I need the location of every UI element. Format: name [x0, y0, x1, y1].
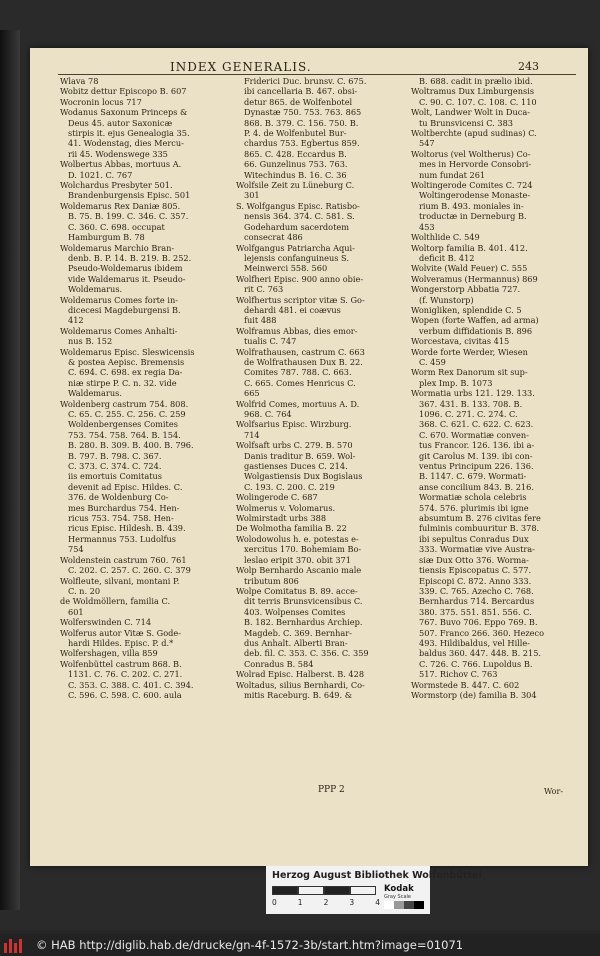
index-entry-line: C. 353. C. 388. C. 401. C. 394. [68, 679, 194, 690]
index-entry-line: C. 360. C. 698. occupat [68, 221, 165, 232]
index-entry-line: Danis traditur B. 659. Wol- [244, 450, 356, 461]
header-rule [58, 74, 576, 75]
index-entry-line: tus Francor. 126. 136. ibi a- [419, 440, 535, 451]
index-column-1 [60, 76, 224, 700]
viewer-footer [0, 934, 600, 956]
index-entry-line: C. 726. C. 766. Lupoldus B. [419, 658, 533, 669]
page-header: INDEX GENERALIS. [170, 60, 312, 74]
index-entry-line: 403. Wolpenses Comites [244, 606, 346, 617]
index-entry-line: devenit ad Episc. Hildes. C. [68, 481, 183, 492]
index-entry-line: Wolfheri Episc. 900 anno obie- [236, 273, 364, 284]
index-entry-line: rium B. 493. moniales in- [419, 200, 524, 211]
index-entry-line: 1131. C. 76. C. 202. C. 271. [68, 669, 183, 680]
index-entry-line: fuit 488 [244, 315, 277, 326]
index-entry-line: Hermannus 753. Ludolfus [68, 533, 177, 544]
index-entry-line: 753. 754. 758. 764. B. 154. [68, 429, 181, 440]
index-entry-line: plex Imp. B. 1073 [419, 377, 493, 388]
index-entry-line: Worde forte Werder, Wiesen [411, 346, 528, 357]
index-entry-line: C. 596. C. 598. C. 600. aula [68, 689, 182, 700]
index-entry-line: 767. Buvo 706. Eppo 769. B. [419, 617, 538, 628]
index-entry-line: Woldenberg castrum 754. 808. [60, 398, 189, 409]
index-entry-line: tributum 806 [244, 575, 299, 586]
index-entry-line: Woltorp familia B. 401. 412. [411, 242, 528, 253]
index-entry-line: Wolodowolus h. e. potestas e- [236, 533, 359, 544]
index-entry-line: Woldenstein castrum 760. 761 [60, 554, 187, 565]
index-entry-line: Woltorus (vel Woltherus) Co- [411, 148, 531, 159]
index-entry-line: B. 688. cadit in prælio ibid. [419, 76, 533, 86]
index-entry-line: C. n. 20 [68, 585, 101, 596]
index-entry-line: Episcopi C. 872. Anno 333. [419, 575, 532, 586]
scale-bar [272, 886, 376, 895]
index-entry-line: D. 1021. C. 767 [68, 169, 133, 180]
color-target-card [266, 866, 482, 914]
index-entry-line: dehardi 481. ei coævus [244, 304, 341, 315]
index-entry-line: Wormatia urbs 121. 129. 133. [411, 388, 535, 399]
index-entry-line: Dynastæ 750. 753. 763. 865 [244, 107, 362, 118]
index-entry-line: tiensis Episcopatus C. 577. [419, 565, 532, 576]
index-entry-line: Woltadus, silius Bernhardi, Co- [236, 679, 365, 690]
index-entry-line: Wolfsaft urbs C. 279. B. 570 [236, 440, 353, 451]
index-entry-line: leslao eripit 370. obit 371 [244, 554, 351, 565]
scale-number: 1 [297, 898, 303, 907]
index-entry-line: 453 [419, 221, 435, 232]
index-entry-line: nensis 364. 374. C. 581. S. [244, 211, 355, 222]
index-entry-line: Wodanus Saxonum Princeps & [60, 107, 188, 118]
index-entry-line: B. 182. Bernhardus Archiep. [244, 617, 363, 628]
index-entry-line: deb. fil. C. 353. C. 356. C. 359 [244, 648, 369, 659]
index-entry-line: Wolgastiensis Dux Bogislaus [244, 471, 363, 482]
index-entry-line: ricus Episc. Hildesh. B. 439. [68, 523, 186, 534]
index-entry-line: stirpis it. ejus Genealogia 35. [68, 128, 190, 139]
index-entry-line: C. 694. C. 698. ex regia Da- [68, 367, 183, 378]
index-entry-line: Woldemarus Comes Anhalti- [60, 325, 178, 336]
index-entry-line: lejensis confanguineus S. [244, 252, 349, 263]
index-entry-line: ibi sepultus Conradus Dux [419, 533, 529, 544]
index-entry-line: Woldemarus Rex Daniæ 805. [60, 200, 181, 211]
index-entry-line: Godehardum sacerdotem [244, 221, 350, 232]
index-entry-line: Wolrad Episc. Halberst. B. 428 [236, 669, 365, 680]
index-entry-line: C. 459 [419, 356, 446, 367]
index-entry-line: Wolbertus Abbas, mortuus A. [60, 159, 182, 170]
page-number: 243 [518, 60, 539, 73]
index-entry-line: Wolmirstadt urbs 388 [236, 513, 327, 524]
kodak-gray-scale [384, 884, 426, 910]
index-entry-line: 547 [419, 138, 435, 149]
index-entry-line: Woltramus Dux Limburgensis [411, 86, 535, 97]
index-entry-line: Wormstorp (de) familia B. 304 [411, 689, 537, 700]
index-entry-line: B. 280. B. 309. B. 400. B. 796. [68, 440, 194, 451]
index-entry-line: mitis Raceburg. B. 649. & [244, 689, 352, 700]
index-entry-line: 380. 375. 551. 851. 556. C. [419, 606, 532, 617]
book-spine-edge [0, 30, 20, 910]
index-entry-line: xercitus 170. Bohemiam Bo- [244, 544, 362, 555]
catchword: Wor- [544, 787, 564, 796]
index-entry-line: Deus 45. autor Saxonicæ [68, 117, 173, 128]
index-entry-line: Woltingerode Comites C. 724 [411, 180, 533, 191]
index-entry-line: Wolvite (Wald Feuer) C. 555 [411, 263, 528, 274]
index-entry-line: 754 [68, 544, 84, 555]
index-entry-line: 41. Wodenstag, dies Mercu- [68, 138, 184, 149]
kodak-brand: Kodak [384, 884, 414, 894]
index-entry-line: Wobitz dettur Episcopo B. 607 [60, 86, 187, 97]
index-entry-line: Woldemarus Comes forte in- [60, 294, 179, 305]
index-entry-line: P. 4. de Wolfenbutel Bur- [244, 128, 347, 139]
index-entry-line: 493. Hildibaldus, vel Hille- [419, 637, 531, 648]
index-entry-line: chardus 753. Egbertus 859. [244, 138, 360, 149]
index-entry-line: de Woldmöllern, familia C. [60, 596, 171, 607]
index-entry-line: 339. C. 765. Azecho C. 768. [419, 585, 534, 596]
index-entry-line: Wolframus Abbas, dies emor- [236, 325, 358, 336]
index-entry-line: C. 670. Wormatiæ conven- [419, 429, 529, 440]
index-entry-line: Wolfershagen, villa 859 [60, 648, 158, 659]
index-entry-line: 66. Gunzelinus 753. 763. [244, 159, 348, 170]
index-entry-line: dicecesi Magdeburgensi B. [68, 304, 181, 315]
index-entry-line: absumtum B. 276 civitas fere [419, 513, 541, 524]
index-entry-line: troductæ in Derneburg B. [419, 211, 527, 222]
index-entry-line: 367. 431. B. 133. 708. B. [419, 398, 523, 409]
index-entry-line: 517. Richov C. 763 [419, 669, 498, 680]
index-entry-line: iis emortuis Comitatus [68, 471, 162, 482]
index-entry-line: Wolfgangus Patriarcha Aqui- [236, 242, 355, 253]
index-entry-line: Wopen (forte Waffen, ad arma) [411, 315, 539, 326]
index-entry-line: dit terris Brunsvicensibus C. [244, 596, 363, 607]
scale-number: 3 [349, 898, 355, 907]
index-entry-line: Conradus B. 584 [244, 658, 314, 669]
scale-number: 2 [323, 898, 329, 907]
index-entry-line: verbum diffidationis B. 896 [419, 325, 533, 336]
gray-patches [384, 901, 426, 909]
index-entry-line: Wonigliken, splendide C. 5 [411, 304, 522, 315]
index-entry-line: Wolfrid Comes, mortuus A. D. [236, 398, 360, 409]
index-column-2 [236, 76, 400, 700]
index-entry-line: Worcestava, civitas 415 [411, 336, 510, 347]
index-entry-line: Wormstede B. 447. C. 602 [411, 679, 520, 690]
index-entry-line: 574. 576. plurimis ibi igne [419, 502, 529, 513]
index-column-3 [411, 76, 575, 700]
index-entry-line: Wolt, Landwer Wolt in Duca- [411, 107, 530, 118]
index-entry-line: Wolfrathausen, castrum C. 663 [236, 346, 365, 357]
index-entry-line: Waldemarus. [68, 388, 122, 399]
index-entry-line: 601 [68, 606, 84, 617]
index-entry-line: S. Wolfgangus Episc. Ratisbo- [236, 200, 360, 211]
index-entry-line: baldus 360. 447. 448. B. 215. [419, 648, 542, 659]
index-entry-line: Woltberchte (apud sudinas) C. [411, 128, 537, 139]
index-entry-line: Wolferswinden C. 714 [60, 617, 152, 628]
index-entry-line: deficit B. 412 [419, 252, 475, 263]
index-entry-line: Wolfenbüttel castrum 868. B. [60, 658, 182, 669]
index-entry-line: 412 [68, 315, 84, 326]
index-entry-line: dus Anhalt. Alberti Bran- [244, 637, 348, 648]
index-entry-line: ricus 753. 754. 758. Hen- [68, 513, 174, 524]
index-entry-line: De Wolmotha familia B. 22 [236, 523, 347, 534]
index-entry-line: Meinwerci 558. 560 [244, 263, 328, 274]
index-entry-line: 868. B. 379. C. 156. 750. B. [244, 117, 359, 128]
index-entry-line: siæ Dux Otto 376. Worma- [419, 554, 529, 565]
index-entry-line: nus B. 152 [68, 336, 113, 347]
index-entry-line: Wolfhertus scriptor vitæ S. Go- [236, 294, 365, 305]
index-entry-line: 507. Franco 266. 360. Hezeco [419, 627, 545, 638]
index-entry-line: num fundat 261 [419, 169, 486, 180]
index-entry-line: fulminis combuuritur B. 378. [419, 523, 540, 534]
index-entry-line: Brandenburgensis Episc. 501 [68, 190, 191, 201]
index-entry-line: C. 202. C. 257. C. 260. C. 379 [68, 565, 191, 576]
index-entry-line: ventus Principum 226. 136. [419, 461, 534, 472]
index-entry-line: Wolchardus Presbyter 501. [60, 180, 173, 191]
index-entry-line: denb. B. P. 14. B. 219. B. 252. [68, 252, 192, 263]
index-entry-line: 376. de Woldenburg Co- [68, 492, 169, 503]
index-entry-line: 301 [244, 190, 260, 201]
index-entry-line: Witechindus B. 16. C. 36 [244, 169, 347, 180]
index-entry-line: B. 1147. C. 679. Wormati- [419, 471, 527, 482]
index-entry-line: C. 665. Comes Henricus C. [244, 377, 356, 388]
index-entry-line: Wolfsile Zeit zu Lüneburg C. [236, 180, 355, 191]
index-entry-line: hardi Hildes. Episc. P. d.* [68, 637, 174, 648]
index-entry-line: B. 75. B. 199. C. 346. C. 357. [68, 211, 189, 222]
footer-copyright-url[interactable]: © HAB http://diglib.hab.de/drucke/gn-4f-1572-3b/start.htm?image=01071 [36, 938, 464, 952]
index-entry-line: 865. C. 428. Eccardus B. [244, 148, 347, 159]
index-entry-line: (f. Wunstorp) [419, 294, 474, 305]
index-entry-line: Woldemarus Episc. Sleswicensis [60, 346, 195, 357]
signature-mark: PPP 2 [318, 785, 345, 795]
index-entry-line: mes in Hervorde Consobri- [419, 159, 532, 170]
index-entry-line: B. 797. B. 798. C. 367. [68, 450, 162, 461]
index-entry-line: Wolingerode C. 687 [236, 492, 318, 503]
index-entry-line: 665 [244, 388, 260, 399]
index-entry-line: Wlava 78 [60, 76, 99, 86]
index-entry-line: Wolpe Comitatus B. 89. acce- [236, 585, 358, 596]
index-entry-line: 368. C. 621. C. 622. C. 623. [419, 419, 534, 430]
index-entry-line: C. 373. C. 374. C. 724. [68, 461, 162, 472]
index-entry-line: 968. C. 764 [244, 409, 292, 419]
index-entry-line: anse concilium 843. B. 216. [419, 481, 534, 492]
index-entry-line: Hamburgum B. 78 [68, 232, 145, 243]
index-entry-line: Friderici Duc. brunsv. C. 675. [244, 76, 367, 86]
index-entry-line: niæ stirpe P. C. n. 32. vide [68, 377, 177, 388]
index-entry-line: ibi cancellaria B. 467. obsi- [244, 86, 358, 97]
index-entry-line: Wolfleute, silvani, montani P. [60, 575, 180, 586]
index-entry-line: & postea Aepisc. Bremensis [68, 356, 185, 367]
index-entry-line: Pseudo-Woldemarus ibidem [68, 263, 183, 274]
index-entry-line: Bernhardus 714. Bercardus [419, 596, 535, 607]
color-target-title: Herzog August Bibliothek Wolfenbüttel [272, 870, 482, 881]
scale-number: 4 [375, 898, 380, 907]
index-entry-line: C. 65. C. 255. C. 256. C. 259 [68, 409, 186, 419]
index-entry-line: rit C. 763 [244, 284, 284, 295]
index-entry-line: C. 193. C. 200. C. 219 [244, 481, 335, 492]
index-entry-line: detur 865. de Wolfenbotel [244, 96, 353, 107]
index-entry-line: Wocronin locus 717 [60, 96, 142, 107]
index-entry-line: Worm Rex Danorum sit sup- [411, 367, 528, 378]
index-entry-line: Wongerstorp Abbatia 727. [411, 284, 521, 295]
index-entry-line: Wolveramus (Hermannus) 869 [411, 273, 538, 284]
index-entry-line: Wolp Bernhardo Ascanio male [236, 565, 362, 576]
index-entry-line: Wolmerus v. Volomarus. [236, 502, 336, 513]
scale-number: 0 [272, 898, 277, 907]
index-entry-line: git Carolus M. 139. ibi con- [419, 450, 533, 461]
scale-numbers [272, 898, 380, 907]
index-entry-line: Woldenbergenses Comites [68, 419, 178, 430]
index-entry-line: Woldemarus Marchio Bran- [60, 242, 175, 253]
hab-logo-icon [4, 937, 30, 953]
index-entry-line: Wolferus autor Vitæ S. Gode- [60, 627, 181, 638]
index-entry-line: consecrat 486 [244, 232, 303, 243]
index-entry-line: Wormatiæ schola celebris [419, 492, 527, 503]
index-entry-line: 714 [244, 429, 260, 440]
index-entry-line: Comites 787. 788. C. 663. [244, 367, 352, 378]
index-entry-line: tu Brunsvicensi C. 383 [419, 117, 514, 128]
index-entry-line: 1096. C. 271. C. 274. C. [419, 409, 518, 419]
index-entry-line: de Wolfrathausen Dux B. 22. [244, 356, 363, 367]
index-entry-line: tualis C. 747 [244, 336, 297, 347]
index-entry-line: Woldemarus. [68, 284, 123, 295]
index-entry-line: gastienses Duces C. 214. [244, 461, 348, 472]
index-entry-line: Magdeb. C. 369. Bernhar- [244, 627, 352, 638]
index-entry-line: rii 45. Wodenswege 335 [68, 148, 168, 159]
index-entry-line: mes Burchardus 754. Hen- [68, 502, 180, 513]
index-entry-line: vide Waldemarus it. Pseudo- [68, 273, 186, 284]
index-entry-line: C. 90. C. 107. C. 108. C. 110 [419, 96, 537, 107]
index-entry-line: Wolthlide C. 549 [411, 232, 480, 243]
gray-scale-label: Gray Scale [384, 894, 411, 900]
index-entry-line: Wolfsarius Episc. Wirzburg. [236, 419, 352, 430]
index-entry-line: Woltingerodense Monaste- [419, 190, 531, 201]
index-entry-line: 333. Wormatiæ vive Austra- [419, 544, 535, 555]
